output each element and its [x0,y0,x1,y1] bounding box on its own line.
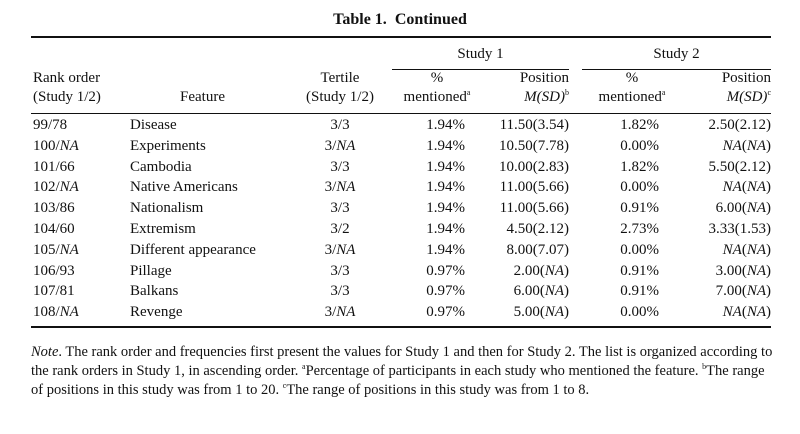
cell-s1-pos: 4.50(2.12) [506,221,569,237]
cell-feature: Cambodia [130,158,192,175]
bottom-rule [31,326,771,328]
top-rule [31,36,771,38]
study1-group-header: Study 1 [457,46,504,62]
cell-tertile: 3/3 [330,262,350,279]
cell-rank: 102/NA [33,179,79,196]
cell-s2-pct: 0.00% [620,137,659,154]
col-s1-pos-line1: Position [519,70,569,86]
cell-tertile: 3/NA [324,179,356,196]
cell-s2-pct: 0.91% [620,283,659,300]
cell-s1-pct: 0.97% [426,283,465,300]
table-note: Note. The rank order and frequencies first present the values for Study 1 and then for Study 2. The list is organized according to the rank orders in Study 1, in ascending order. $^a$Percentage of participants in each study who mentioned the feature. $^b$The range of positions in this study was from 1 to 20. $^c$The range of positions in this study was from 1 to 8. [31,344,773,398]
col-rank-line2: (Study 1/2) [33,89,101,105]
col-feature: Feature [180,89,225,105]
cell-s2-pct: 0.00% [620,241,659,258]
col-s2-pos-line2: M(SD)$^c$ [726,88,771,105]
table-continued: Continued [394,11,467,28]
cell-s2-pct: 1.82% [620,117,659,133]
cell-s1-pct: 1.94% [426,200,465,217]
cell-s1-pos: 11.50(3.54) [499,117,569,133]
cell-tertile: 3/3 [330,200,350,217]
cell-rank: 99/78 [33,117,68,133]
footnote-b-marker: b [565,88,569,97]
cell-s2-pos: 3.33(1.53) [708,221,771,237]
cell-s1-pct: 1.94% [426,117,465,133]
cell-rank: 100/NA [33,137,79,154]
cell-s2-pct: 1.82% [620,158,659,175]
footnote-a-marker: a [466,88,471,97]
cell-s1-pos: 2.00(NA) [513,262,569,279]
col-s1-pct-line1: % [430,70,444,86]
cell-rank: 105/NA [33,241,79,258]
study2-group-header: Study 2 [653,46,700,62]
cell-s1-pct: 1.94% [426,179,465,196]
cell-s1-pct: 1.94% [426,158,465,175]
footnote-c-marker: c [767,88,771,97]
cell-s2-pct: 0.91% [620,262,659,279]
cell-s1-pct: 0.97% [426,262,465,279]
note-label: Note [31,344,59,360]
cell-rank: 106/93 [33,262,75,279]
cell-tertile: 3/3 [330,283,350,300]
cell-feature: Disease [130,117,177,133]
col-s2-pct-line2: mentioned$^a$ [598,88,666,105]
cell-s1-pos: 6.00(NA) [513,283,569,300]
cell-tertile: 3/NA [324,241,356,258]
cell-s2-pos: NA(NA) [722,304,771,321]
col-s1-pct-line2: mentioned$^a$ [403,88,471,105]
col-s2-pos-line1: Position [721,70,771,86]
col-s2-pct-line1: % [625,70,639,86]
cell-s1-pct: 1.94% [426,241,465,258]
cell-s1-pos: 11.00(5.66) [499,179,569,196]
cell-tertile: 3/2 [330,221,350,237]
cell-rank: 103/86 [33,200,75,217]
cell-tertile: 3/3 [330,158,350,175]
header-rule [31,113,771,114]
cell-feature: Balkans [130,283,179,300]
cell-s2-pct: 0.00% [620,304,659,321]
cell-s1-pos: 8.00(7.07) [506,241,569,258]
cell-s2-pct: 0.91% [620,200,659,217]
cell-s1-pct: 0.97% [426,304,465,321]
cell-s2-pos: 6.00(NA) [715,200,771,217]
cell-tertile: 3/3 [330,117,350,133]
cell-s1-pos: 11.00(5.66) [499,200,569,217]
cell-s1-pct: 1.94% [426,221,465,237]
col-rank-line1: Rank order [33,70,101,86]
cell-s2-pct: 0.00% [620,179,659,196]
cell-s2-pos: NA(NA) [722,137,771,154]
cell-s1-pos: 10.50(7.78) [499,137,569,154]
cell-s2-pos: 7.00(NA) [715,283,771,300]
cell-s2-pos: 5.50(2.12) [708,158,771,175]
col-tertile-line1: Tertile [320,70,360,86]
cell-s2-pct: 2.73% [620,221,659,237]
cell-feature: Revenge [130,304,183,321]
table-label: Table 1. [333,11,387,28]
footnote-a-marker-2: a [661,88,666,97]
table-title [0,11,800,29]
col-s1-pos-line2: M(SD)$^b$ [524,88,569,105]
cell-feature: Experiments [130,137,206,154]
cell-tertile: 3/NA [324,137,356,154]
cell-tertile: 3/NA [324,304,356,321]
cell-s2-pos: 2.50(2.12) [708,117,771,133]
cell-rank: 107/81 [33,283,75,300]
cell-feature: Nationalism [130,200,204,217]
cell-rank: 104/60 [33,221,75,237]
cell-s2-pos: 3.00(NA) [715,262,771,279]
cell-s1-pct: 1.94% [426,137,465,154]
cell-s1-pos: 5.00(NA) [513,304,569,321]
cell-feature: Native Americans [130,179,238,196]
col-tertile-line2: (Study 1/2) [306,89,374,105]
cell-s1-pos: 10.00(2.83) [499,158,569,175]
cell-rank: 108/NA [33,304,79,321]
cell-s2-pos: NA(NA) [722,241,771,258]
cell-s2-pos: NA(NA) [722,179,771,196]
cell-feature: Extremism [130,221,196,237]
cell-feature: Different appearance [130,241,256,258]
cell-rank: 101/66 [33,158,75,175]
cell-feature: Pillage [130,262,172,279]
